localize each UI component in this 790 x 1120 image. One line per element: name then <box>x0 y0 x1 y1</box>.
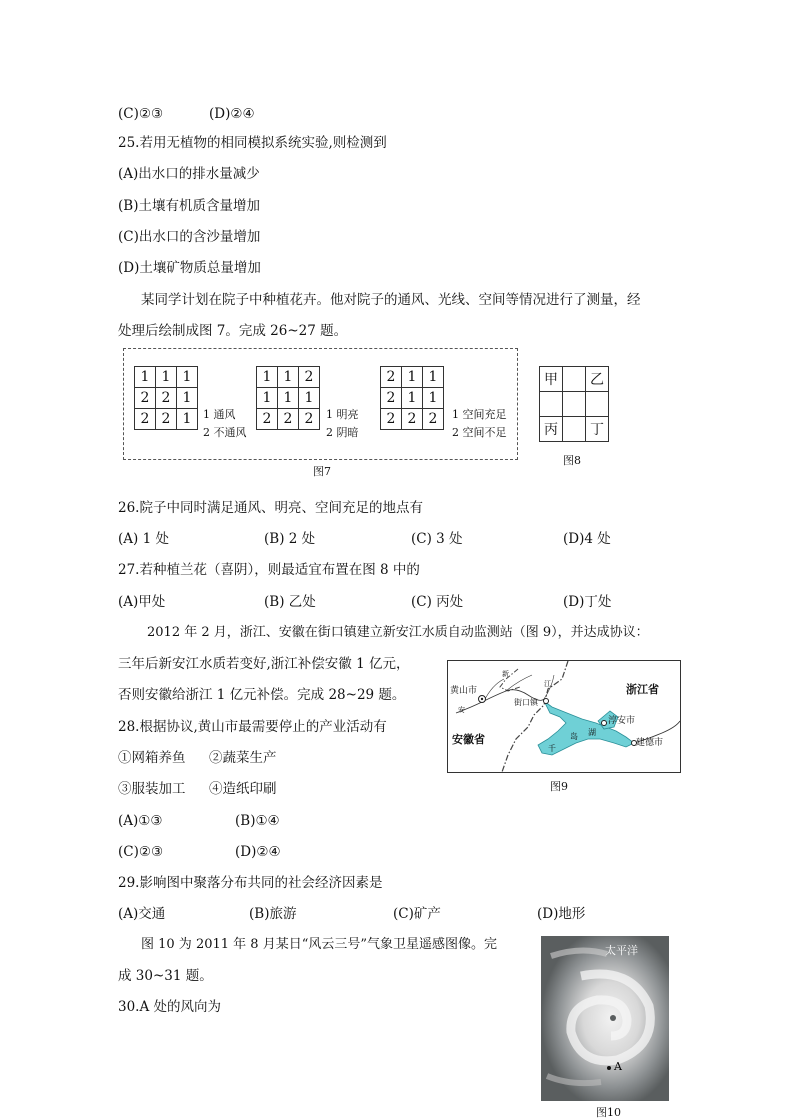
q28-option-a: (A)①③ <box>118 813 163 829</box>
q28-option-b: (B)①④ <box>235 813 280 829</box>
label-point-a: A <box>614 1060 622 1073</box>
fig7-cell: 2 <box>299 367 320 388</box>
fig7-cell: 1 <box>423 388 444 409</box>
fig7-cell: 2 <box>278 409 299 430</box>
label-jiekou: 街口镇 <box>514 698 538 707</box>
q30-stem: 30.A 处的风向为 <box>118 999 222 1015</box>
q27-stem: 27.若种植兰花（喜阴），则最适宜布置在图 8 中的 <box>118 562 420 578</box>
fig10-caption: 图10 <box>596 1106 621 1119</box>
fig7-legend3-a: 1 空间充足 <box>452 408 507 421</box>
fig7-cell: 2 <box>381 388 402 409</box>
q27-option-d: (D)丁处 <box>563 594 612 610</box>
q29-option-a: (A)交通 <box>118 906 166 922</box>
q25-option-b: (B)土壤有机质含量增加 <box>118 198 260 214</box>
intro7-line2: 处理后绘制成图 7。完成 26~27 题。 <box>118 323 348 339</box>
q28-item-4: ④造纸印刷 <box>209 781 277 797</box>
fig7-legend3-b: 2 空间不足 <box>452 426 507 439</box>
label-jiande: 建德市 <box>636 738 664 748</box>
fig7-legend1-a: 1 通风 <box>203 408 236 421</box>
fig8-cell-ding: 丁 <box>586 417 609 442</box>
q26-option-b: (B) 2 处 <box>264 531 316 547</box>
label-river-jiang: 江 <box>544 680 551 688</box>
label-river-xin: 新 <box>502 670 509 678</box>
intro9-line1: 2012 年 2 月，浙江、安徽在街口镇建立新安江水质自动监测站（图 9），并达成协议： <box>147 625 649 640</box>
q26-option-c: (C) 3 处 <box>411 531 463 547</box>
label-anhui: 安徽省 <box>452 733 485 746</box>
intro10-line1: 图 10 为 2011 年 8 月某日“风云三号”气象卫星遥感图像。完 <box>141 937 497 952</box>
q25-option-c: (C)出水口的含沙量增加 <box>118 229 261 245</box>
q29-option-b: (B)旅游 <box>249 906 297 922</box>
fig7-cell: 2 <box>402 409 423 430</box>
q29-option-d: (D)地形 <box>537 906 586 922</box>
label-pacific: 太平洋 <box>605 944 638 957</box>
fig7-grid-space <box>380 366 444 430</box>
intro9-line3: 否则安徽给浙江 1 亿元补偿。完成 28~29 题。 <box>118 687 406 703</box>
q28-item-3: ③服装加工 <box>118 781 186 797</box>
fig7-cell: 2 <box>381 409 402 430</box>
label-huangshan: 黄山市 <box>450 686 478 696</box>
q28-stem: 28.根据协议,黄山市最需要停止的产业活动有 <box>118 719 387 735</box>
intro10-line2: 成 30~31 题。 <box>118 968 213 984</box>
q29-stem: 29.影响图中聚落分布共同的社会经济因素是 <box>118 875 383 891</box>
fig7-cell: 1 <box>423 367 444 388</box>
fig7-caption: 图7 <box>313 465 331 478</box>
fig7-cell: 1 <box>278 388 299 409</box>
fig7-cell: 2 <box>156 388 177 409</box>
fig8-cell-yi: 乙 <box>586 367 609 392</box>
intro7-line1: 某同学计划在院子中种植花卉。他对院子的通风、光线、空间等情况进行了测量，经 <box>141 292 641 308</box>
fig7-cell: 1 <box>402 367 423 388</box>
q28-item-2: ②蔬菜生产 <box>209 750 277 766</box>
fig8-cell-bing: 丙 <box>540 417 563 442</box>
fig7-cell: 2 <box>423 409 444 430</box>
fig7-legend2-a: 1 明亮 <box>326 408 359 421</box>
q28-option-c: (C)②③ <box>118 844 164 860</box>
fig7-cell: 1 <box>156 367 177 388</box>
fig7-cell: 2 <box>299 409 320 430</box>
fig7-cell: 1 <box>177 367 198 388</box>
fig8-cell-jia: 甲 <box>540 367 563 392</box>
q26-option-a: (A) 1 处 <box>118 531 169 547</box>
q26-option-d: (D)4 处 <box>563 531 611 547</box>
fig7-cell: 2 <box>156 409 177 430</box>
fig7-grid-light <box>256 366 320 430</box>
fig7-cell: 1 <box>177 409 198 430</box>
fig8-caption: 图8 <box>563 454 581 467</box>
q27-option-b: (B) 乙处 <box>264 594 316 610</box>
fig7-cell: 2 <box>135 388 156 409</box>
intro9-line2: 三年后新安江水质若变好,浙江补偿安徽 1 亿元， <box>118 656 410 672</box>
fig7-cell: 1 <box>257 367 278 388</box>
label-zhejiang: 浙江省 <box>626 683 659 696</box>
fig9-caption: 图9 <box>550 780 568 793</box>
label-lake-dao: 岛 <box>570 732 578 741</box>
fig7-cell: 1 <box>402 388 423 409</box>
q29-option-c: (C)矿产 <box>393 906 441 922</box>
figure-9-map <box>447 660 681 773</box>
q24-option-d: (D)②④ <box>209 106 255 122</box>
q27-option-c: (C) 丙处 <box>411 594 464 610</box>
fig8-cell <box>586 392 609 417</box>
fig7-cell: 1 <box>278 367 299 388</box>
fig8-cell <box>563 392 586 417</box>
fig8-cell <box>540 392 563 417</box>
fig7-legend2-b: 2 阴暗 <box>326 426 359 439</box>
fig7-cell: 1 <box>135 367 156 388</box>
fig7-cell: 1 <box>299 388 320 409</box>
fig7-cell: 2 <box>135 409 156 430</box>
q28-item-1: ①网箱养鱼 <box>118 750 186 766</box>
fig7-legend1-b: 2 不通风 <box>203 426 247 439</box>
label-lake-qian: 千 <box>548 744 556 753</box>
q25-stem: 25.若用无植物的相同模拟系统实验,则检测到 <box>118 135 387 151</box>
map-drawing <box>448 661 680 772</box>
label-chunan: 淳安市 <box>608 716 636 726</box>
fig7-grid-ventilation <box>134 366 198 430</box>
label-river-an: 安 <box>458 706 465 714</box>
fig7-cell: 2 <box>257 409 278 430</box>
fig8-grid <box>539 366 609 442</box>
satellite-drawing <box>541 936 669 1101</box>
fig7-cell: 1 <box>177 388 198 409</box>
fig8-cell <box>563 367 586 392</box>
q27-option-a: (A)甲处 <box>118 594 166 610</box>
q26-stem: 26.院子中同时满足通风、明亮、空间充足的地点有 <box>118 500 423 516</box>
label-lake-hu: 湖 <box>588 728 596 737</box>
q25-option-a: (A)出水口的排水量减少 <box>118 166 260 182</box>
q24-option-c: (C)②③ <box>118 106 164 122</box>
fig8-cell <box>563 417 586 442</box>
fig7-cell: 1 <box>257 388 278 409</box>
q25-option-d: (D)土壤矿物质总量增加 <box>118 260 261 276</box>
figure-10-satellite <box>541 936 669 1101</box>
fig7-cell: 2 <box>381 367 402 388</box>
q28-option-d: (D)②④ <box>235 844 281 860</box>
